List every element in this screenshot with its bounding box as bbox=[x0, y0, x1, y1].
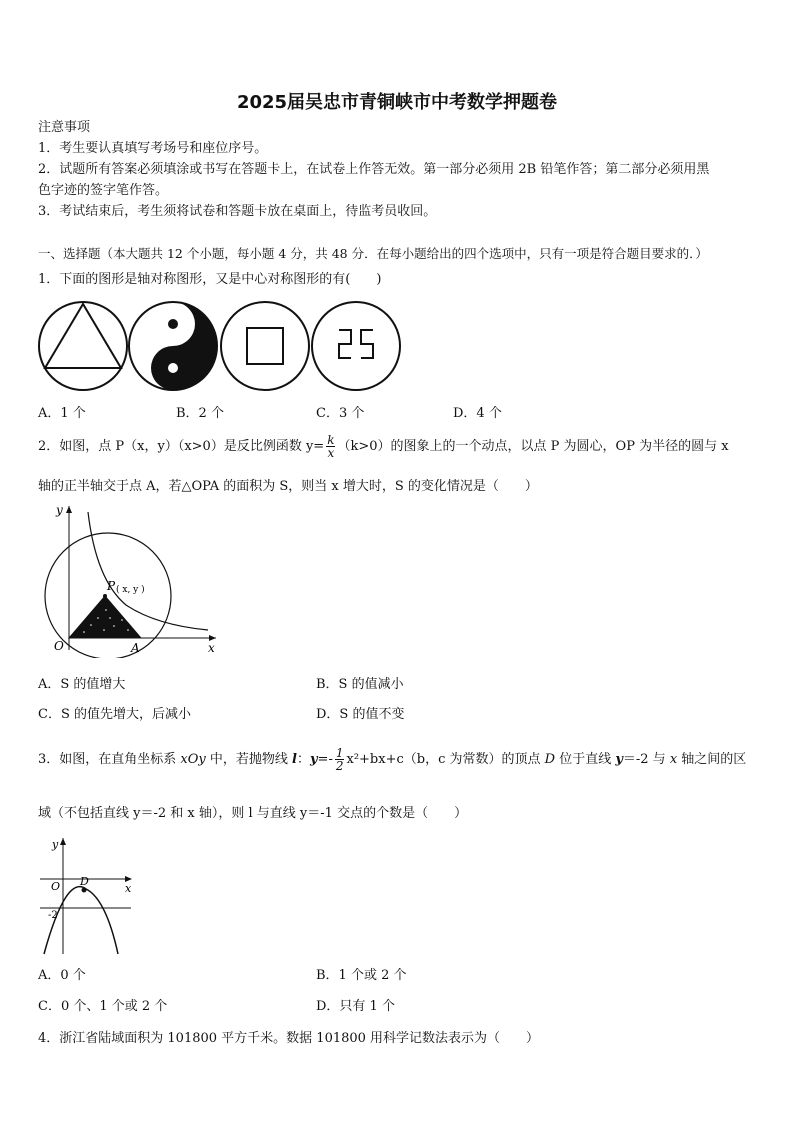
q3-figure bbox=[36, 834, 136, 956]
origin-label: O bbox=[54, 639, 64, 653]
q1-option-a: A．1 个 bbox=[38, 406, 86, 421]
y-axis-label: y bbox=[56, 503, 63, 517]
q1-figures bbox=[36, 298, 406, 394]
taiji-figure bbox=[129, 302, 217, 390]
pattern-in-circle-figure bbox=[312, 302, 400, 390]
notice-item: 1．考生要认真填写考场号和座位序号。 bbox=[38, 141, 268, 156]
minus-two-label: -2 bbox=[48, 910, 58, 921]
q2-option-a: A．S 的值增大 bbox=[38, 677, 126, 692]
notice-item: 3．考试结束后，考生须将试卷和答题卡放在桌面上，待监考员收回。 bbox=[38, 204, 437, 219]
q2-option-c: C．S 的值先增大，后减小 bbox=[38, 707, 191, 722]
q2-stem-line1: 2．如图，点 P（x，y）（x>0）是反比例函数 y= $\frac{k}{x}$ （k>0）的图象上的一个动点，以点 P 为圆心，OP 为半径的圆与 x bbox=[38, 433, 729, 460]
q3-stem-line2: 域（不包括直线 y＝-2 和 x 轴），则 l 与直线 y＝-1 交点的个数是（ ） bbox=[38, 806, 468, 821]
q1-stem: 1．下面的图形是轴对称图形，又是中心对称图形的有( ) bbox=[38, 272, 382, 287]
q3-option-a: A．0 个 bbox=[38, 968, 86, 983]
x-axis-label: x bbox=[125, 882, 132, 895]
notice-heading: 注意事项 bbox=[38, 120, 91, 135]
notice-item: 2．试题所有答案必须填涂或书写在答题卡上，在试卷上作答无效。第一部分必须用 2B 铅笔作答；第二部分必须用黑 bbox=[38, 162, 710, 177]
q2-fraction: $\frac{k}{x}$ bbox=[327, 433, 335, 460]
q1-option-b: B．2 个 bbox=[176, 406, 224, 421]
origin-label: O bbox=[51, 880, 61, 893]
vertex-d-label: D bbox=[80, 875, 89, 888]
q3-stem-line1: 3．如图，在直角坐标系 xOy 中，若抛物线 l：y=- $\frac{1}{2}$ x²+bx+c（b，c 为常数）的顶点 D 位于直线 y＝-2 与 x 轴之间的区 bbox=[38, 746, 747, 773]
square-in-circle-figure bbox=[221, 302, 309, 390]
point-p-coords: ( x, y ) bbox=[116, 585, 145, 595]
x-axis-label: x bbox=[208, 641, 215, 655]
point-a-label: A bbox=[131, 641, 140, 655]
q3-fraction: $\frac{1}{2}$ bbox=[335, 746, 344, 773]
y-axis-label: y bbox=[52, 838, 59, 851]
q1-option-d: D．4 个 bbox=[453, 406, 502, 421]
q4-stem: 4．浙江省陆域面积为 101800 平方千米。数据 101800 用科学记数法表示为（ ） bbox=[38, 1031, 540, 1046]
q3-option-c: C．0 个、1 个或 2 个 bbox=[38, 999, 168, 1014]
q2-figure bbox=[36, 500, 222, 658]
point-p-label: P bbox=[107, 579, 116, 593]
q2-option-b: B．S 的值减小 bbox=[316, 677, 404, 692]
page-title: 2025届吴忠市青铜峡市中考数学押题卷 bbox=[236, 92, 558, 113]
section-heading: 一、选择题（本大题共 12 个小题，每小题 4 分，共 48 分．在每小题给出的四个选项中，只有一项是符合题目要求的．） bbox=[38, 246, 708, 261]
triangle-in-circle-figure bbox=[39, 302, 127, 390]
q2-option-d: D．S 的值不变 bbox=[316, 707, 405, 722]
q3-option-d: D．只有 1 个 bbox=[316, 999, 395, 1014]
notice-item: 色字迹的签字笔作答。 bbox=[38, 183, 169, 198]
q3-option-b: B．1 个或 2 个 bbox=[316, 968, 407, 983]
q1-option-c: C．3 个 bbox=[316, 406, 365, 421]
q2-stem-line2: 轴的正半轴交于点 A，若△OPA 的面积为 S，则当 x 增大时，S 的变化情况是（ ） bbox=[38, 479, 538, 494]
